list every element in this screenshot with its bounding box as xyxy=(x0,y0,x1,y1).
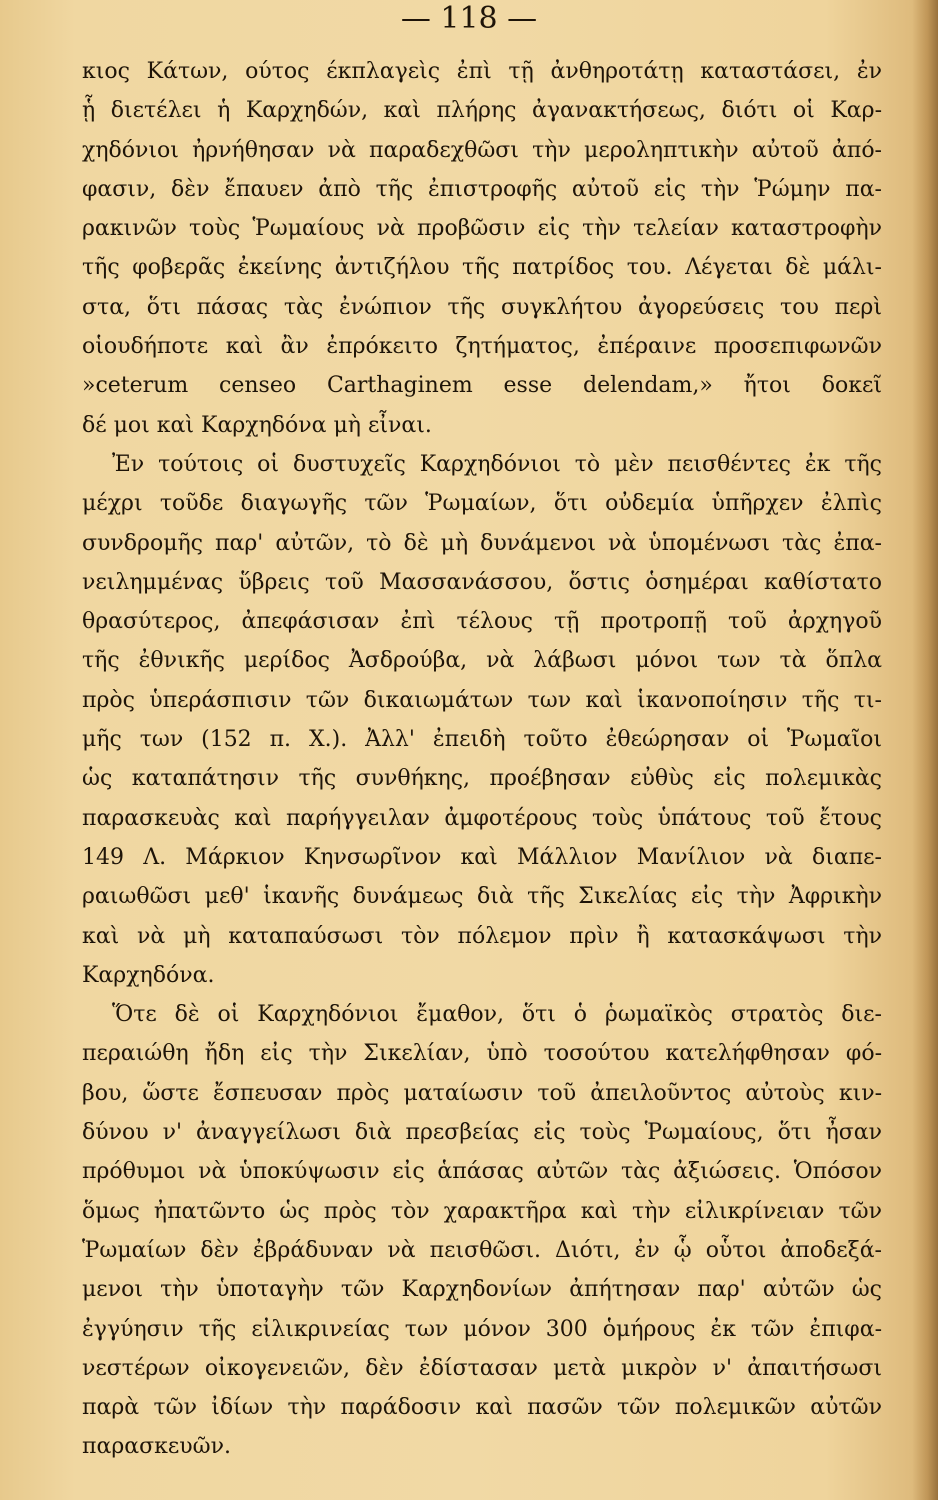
text-line: περαιώθη ἤδη εἰς τὴν Σικελίαν, ὑπὸ τοσούτου κατελήφθησαν φό- xyxy=(82,1041,882,1067)
text-line: βου, ὥστε ἔσπευσαν πρὸς ματαίωσιν τοῦ ἀπειλοῦντος αὐτοὺς κιν- xyxy=(82,1080,882,1106)
text-line: ὡς καταπάτησιν τῆς συνθήκης, προέβησαν εὐθὺς εἰς πολεμικὰς xyxy=(82,766,882,792)
page-spine-shadow xyxy=(912,0,938,1500)
text-line: συνδρομῆς παρ' αὐτῶν, τὸ δὲ μὴ δυνάμενοι νὰ ὑπομένωσι τὰς ἐπα- xyxy=(82,530,882,556)
text-line: οἱουδήποτε καὶ ἂν ἐπρόκειτο ζητήματος, ἐπέραινε προσεπιφωνῶν xyxy=(82,334,882,360)
text-line: καὶ νὰ μὴ καταπαύσωσι τὸν πόλεμον πρὶν ἢ κατασκάψωσι τὴν xyxy=(82,923,882,949)
text-line: φασιν, δὲν ἔπαυεν ἀπὸ τῆς ἐπιστροφῆς αὐτοῦ εἰς τὴν Ῥώμην πα- xyxy=(82,176,882,202)
text-line: δέ μοι καὶ Καρχηδόνα μὴ εἶναι. xyxy=(82,412,432,438)
text-line: στα, ὅτι πάσας τὰς ἐνώπιον τῆς συγκλήτου ἀγορεύσεις του περὶ xyxy=(82,294,882,320)
text-line: ὅμως ἠπατῶντο ὡς πρὸς τὸν χαρακτῆρα καὶ τὴν εἰλικρίνειαν τῶν xyxy=(82,1198,882,1224)
text-line: ᾗ διετέλει ἡ Καρχηδών, καὶ πλήρης ἀγανακτήσεως, διότι οἱ Καρ- xyxy=(82,98,882,124)
text-line: παρὰ τῶν ἰδίων τὴν παράδοσιν καὶ πασῶν τῶν πολεμικῶν αὐτῶν xyxy=(82,1395,882,1421)
text-line: πρὸς ὑπεράσπισιν τῶν δικαιωμάτων των καὶ ἱκανοποίησιν τῆς τι- xyxy=(82,687,882,713)
text-line: νειλημμένας ὕβρεις τοῦ Μασσανάσσου, ὅστις ὁσημέραι καθίστατο xyxy=(82,569,882,595)
text-line: Ἐν τούτοις οἱ δυστυχεῖς Καρχηδόνιοι τὸ μὲν πεισθέντες ἐκ τῆς xyxy=(112,451,882,477)
text-line: μενοι τὴν ὑποταγὴν τῶν Καρχηδονίων ἀπήτησαν παρ' αὐτῶν ὡς xyxy=(82,1277,882,1303)
text-line: ἐγγύησιν τῆς εἰλικρινείας των μόνον 300 ὁμήρους ἐκ τῶν ἐπιφα- xyxy=(82,1316,882,1342)
text-line: τῆς ἐθνικῆς μερίδος Ἀσδρούβα, νὰ λάβωσι μόνοι των τὰ ὅπλα xyxy=(82,648,882,674)
text-line: Ὅτε δὲ οἱ Καρχηδόνιοι ἔμαθον, ὅτι ὁ ῥωμαϊκὸς στρατὸς διε- xyxy=(112,1002,882,1028)
body-text xyxy=(82,52,882,1467)
text-line: ρακινῶν τοὺς Ῥωμαίους νὰ προβῶσιν εἰς τὴν τελείαν καταστροφὴν xyxy=(82,216,882,242)
text-line: πρόθυμοι νὰ ὑποκύψωσιν εἰς ἁπάσας αὐτῶν τὰς ἀξιώσεις. Ὁπόσον xyxy=(82,1159,882,1185)
text-line: χηδόνιοι ἠρνήθησαν νὰ παραδεχθῶσι τὴν μεροληπτικὴν αὐτοῦ ἀπό- xyxy=(82,137,882,163)
text-line: μῆς των (152 π. Χ.). Ἀλλ' ἐπειδὴ τοῦτο ἐθεώρησαν οἱ Ῥωμαῖοι xyxy=(82,727,882,753)
text-line: κιος Κάτων, ούτος έκπλαγεὶς ἐπὶ τῇ ἀνθηροτάτῃ καταστάσει, ἐν xyxy=(82,59,882,84)
text-line: Ῥωμαίων δὲν ἐβράδυναν νὰ πεισθῶσι. Διότι, ἐν ᾧ οὗτοι ἀποδεξά- xyxy=(82,1237,882,1263)
text-line: 149 Λ. Μάρκιον Κηνσωρῖνον καὶ Μάλλιον Μανίλιον νὰ διαπε- xyxy=(82,844,882,870)
text-line: ραιωθῶσι μεθ' ἱκανῆς δυνάμεως διὰ τῆς Σικελίας εἰς τὴν Ἀφρικὴν xyxy=(82,884,882,910)
text-line: παρασκευὰς καὶ παρήγγειλαν ἀμφοτέρους τοὺς ὑπάτους τοῦ ἔτους xyxy=(82,805,882,831)
text-line: νεστέρων οἰκογενειῶν, δὲν ἐδίστασαν μετὰ μικρὸν ν' ἀπαιτήσωσι xyxy=(82,1355,882,1381)
text-line: »ceterum censeo Carthaginem esse delendam,» ἤτοι δοκεῖ xyxy=(82,373,882,399)
text-line: παρασκευῶν. xyxy=(82,1434,231,1460)
text-line: Καρχηδόνα. xyxy=(82,962,215,988)
text-line: δύνου ν' ἀναγγείλωσι διὰ πρεσβείας εἰς τοὺς Ῥωμαίους, ὅτι ἦσαν xyxy=(82,1120,882,1146)
text-line: μέχρι τοῦδε διαγωγῆς τῶν Ῥωμαίων, ὅτι οὐδεμία ὑπῆρχεν ἐλπὶς xyxy=(82,491,882,517)
page-number: — 118 — xyxy=(400,1,538,36)
text-line: τῆς φοβερᾶς ἐκείνης ἀντιζήλου τῆς πατρίδος του. Λέγεται δὲ μάλι- xyxy=(82,255,882,281)
text-line: θρασύτερος, ἀπεφάσισαν ἐπὶ τέλους τῇ προτροπῇ τοῦ ἀρχηγοῦ xyxy=(82,609,882,635)
